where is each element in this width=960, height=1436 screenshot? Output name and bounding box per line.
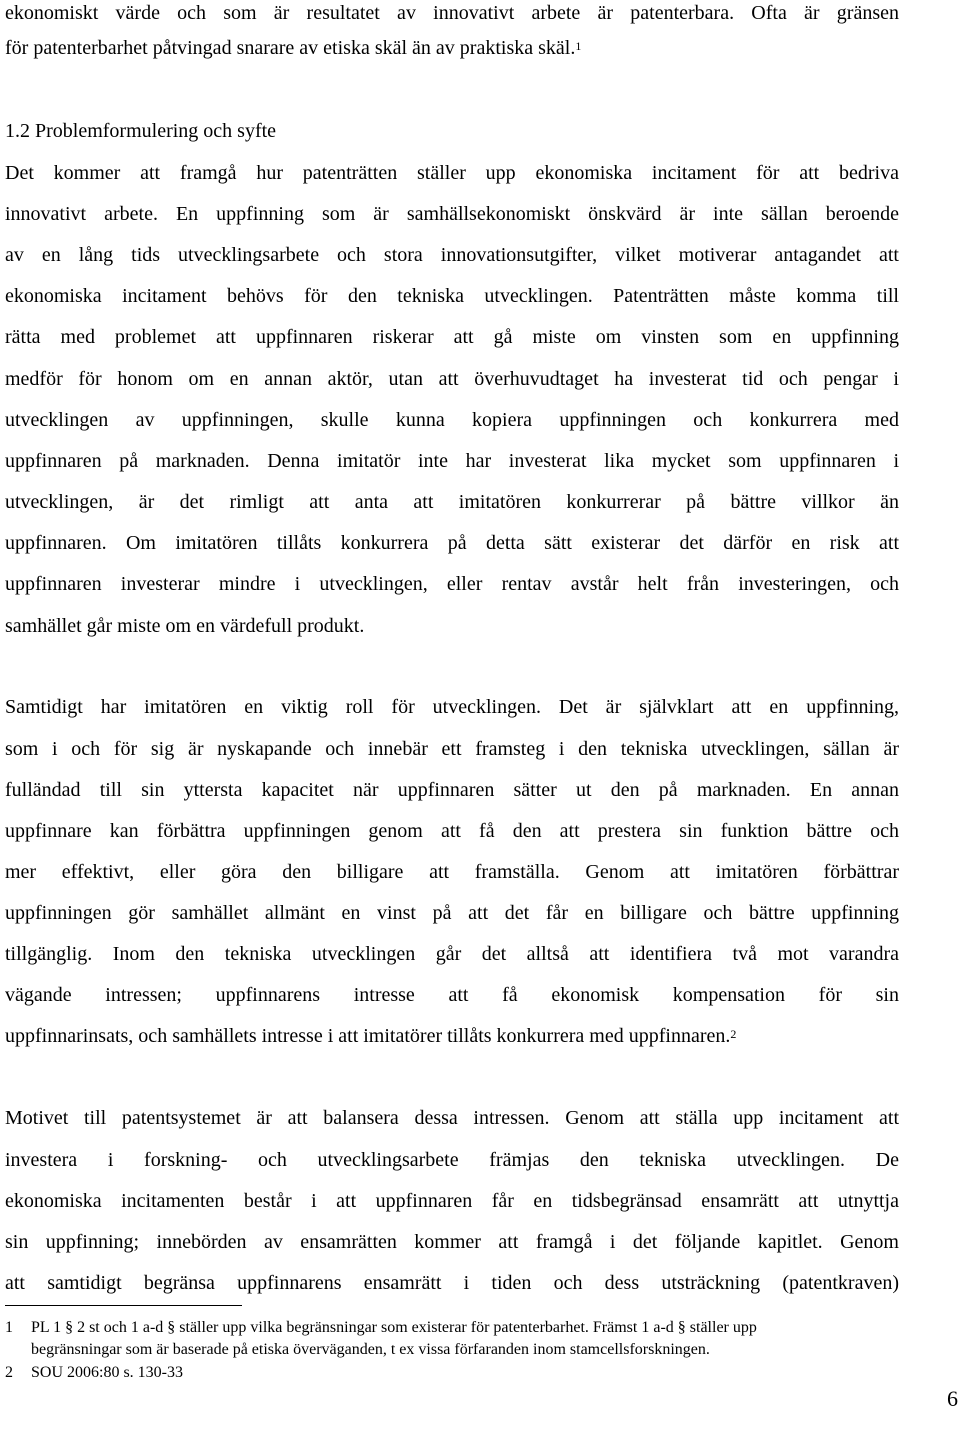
body-line: Motivet till patentsystemet är att balansera dessa intressen. Genom att ställa upp incitament att <box>5 1107 899 1129</box>
body-line: medför för honom om en annan aktör, utan att överhuvudtaget ha investerat tid och pengar i <box>5 368 899 390</box>
body-line: tillgänglig. Inom den tekniska utvecklingen går det alltså att identifiera två mot varandra <box>5 943 899 965</box>
body-line: ekonomiska incitament behövs för den tekniska utvecklingen. Patenträtten måste komma till <box>5 285 899 307</box>
footnote-ref: 1 <box>575 39 582 53</box>
body-line: utvecklingen, är det rimligt att anta att imitatören konkurrerar på bättre villkor än <box>5 491 899 513</box>
body-line: sin uppfinning; innebörden av ensamrätten kommer att framgå i det följande kapitlet. Genom <box>5 1231 899 1253</box>
body-line: samhället går miste om en värdefull produkt. <box>5 615 365 637</box>
body-line: uppfinnarinsats, och samhällets intresse i att imitatörer tillåts konkurrera med uppfinnaren.$^2$ <box>5 1025 737 1047</box>
body-line: utvecklingen av uppfinningen, skulle kunna kopiera uppfinningen och konkurrera med <box>5 409 899 431</box>
body-line: uppfinningen gör samhället allmänt en vinst på att det får en billigare och bättre uppfinning <box>5 902 899 924</box>
body-line: fulländad till sin yttersta kapacitet när uppfinnaren sätter ut den på marknaden. En annan <box>5 779 899 801</box>
body-line: av en lång tids utvecklingsarbete och stora innovationsutgifter, vilket motiverar antagandet att <box>5 244 899 266</box>
footnote-separator <box>5 1305 242 1306</box>
body-line: uppfinnaren. Om imitatören tillåts konkurrera på detta sätt existerar det därför en risk att <box>5 532 899 554</box>
footnote-text: SOU 2006:80 s. 130-33 <box>31 1364 184 1381</box>
page-number: 6 <box>947 1386 958 1411</box>
footnote-ref: 2 <box>730 1027 737 1041</box>
footnote-text: begränsningar som är baserade på etiska överväganden, t ex vissa förfaranden inom stamcellsforskningen. <box>31 1341 710 1358</box>
footnote-text: PL 1 § 2 st och 1 a-d § ställer upp vilka begränsningar som existerar för patenterbarhet. Främst 1 a-d § ställer upp <box>31 1319 757 1336</box>
body-line: ekonomiskt värde och som är resultatet av innovativt arbete är patenterbara. Ofta är gränsen <box>5 2 899 24</box>
body-line: Samtidigt har imitatören en viktig roll för utvecklingen. Det är självklart att en uppfinning, <box>5 696 899 718</box>
body-line: innovativt arbete. En uppfinning som är samhällsekonomiskt önskvärd är inte sällan beroende <box>5 203 899 225</box>
section-heading: 1.2 Problemformulering och syfte <box>5 120 277 142</box>
footnote-number: 1 <box>5 1319 13 1336</box>
body-line: mer effektivt, eller göra den billigare att framställa. Genom att imitatören förbättrar <box>5 861 899 883</box>
body-line: Det kommer att framgå hur patenträtten ställer upp ekonomiska incitament för att bedriva <box>5 162 899 184</box>
body-line: som i och för sig är nyskapande och innebär ett framsteg i den tekniska utvecklingen, sällan är <box>5 738 899 760</box>
body-line: investera i forskning- och utvecklingsarbete främjas den tekniska utvecklingen. De <box>5 1149 899 1171</box>
body-line: rätta med problemet att uppfinnaren riskerar att gå miste om vinsten som en uppfinning <box>5 326 899 348</box>
body-line: uppfinnaren investerar mindre i utvecklingen, eller rentav avstår helt från investeringen, och <box>5 573 899 595</box>
footnote-number: 2 <box>5 1364 13 1381</box>
body-line: ekonomiska incitamenten består i att uppfinnaren får en tidsbegränsad ensamrätt att utnyttja <box>5 1190 899 1212</box>
body-line: uppfinnaren på marknaden. Denna imitatör inte har investerat lika mycket som uppfinnaren i <box>5 450 899 472</box>
body-line: för patenterbarhet påtvingad snarare av etiska skäl än av praktiska skäl.$^1$ <box>5 37 582 59</box>
body-line: vägande intressen; uppfinnarens intresse att få ekonomisk kompensation för sin <box>5 984 899 1006</box>
body-line: uppfinnare kan förbättra uppfinningen genom att få den att prestera sin funktion bättre och <box>5 820 899 842</box>
body-line: att samtidigt begränsa uppfinnarens ensamrätt i tiden och dess utsträckning (patentkraven) <box>5 1272 899 1294</box>
